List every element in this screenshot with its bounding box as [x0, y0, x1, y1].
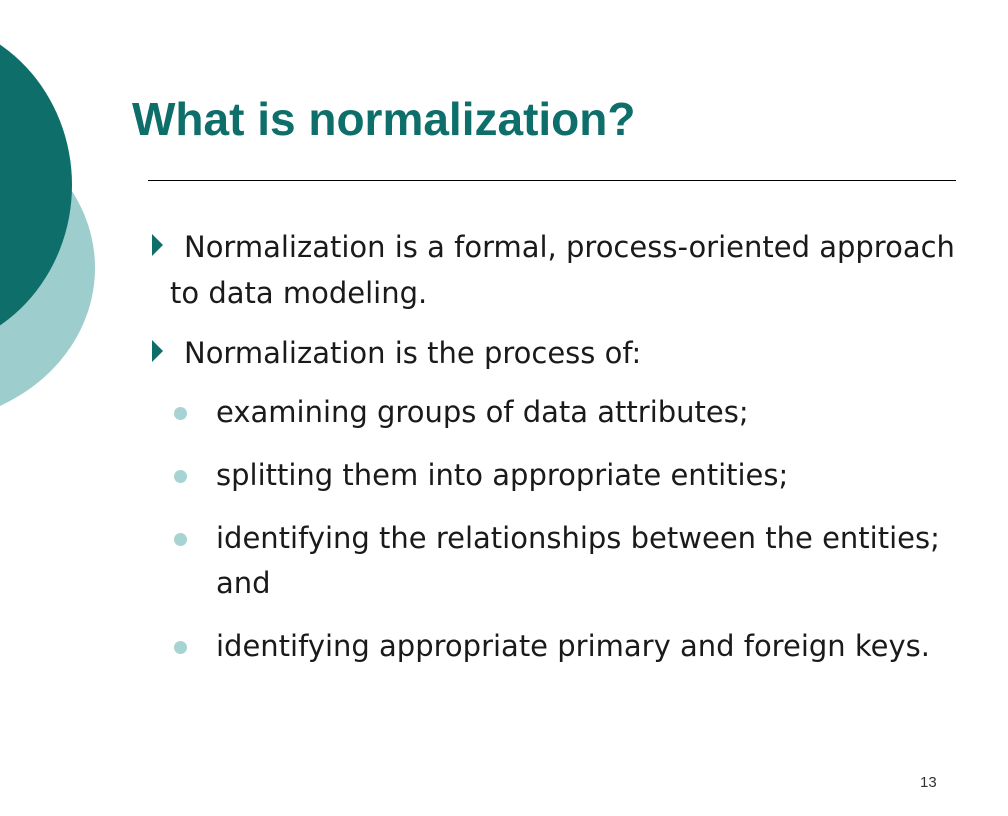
bullet-text: Normalization is a formal, process-oriented approach to data modeling. — [170, 230, 955, 310]
slide-title: What is normalization? — [132, 93, 636, 145]
bullet-item — [152, 224, 962, 316]
dot-bullet-icon — [174, 641, 187, 654]
sub-bullet-text: splitting them into appropriate entities; — [216, 458, 789, 492]
triangle-bullet-icon — [152, 234, 163, 256]
sub-bullet-item — [152, 453, 962, 498]
bullet-text: Normalization is the process of: — [184, 336, 642, 370]
sub-bullet-text: identifying the relationships between the entities; and — [216, 521, 940, 600]
dot-bullet-icon — [174, 407, 187, 420]
sub-bullet-item — [152, 390, 962, 435]
page-number: 13 — [920, 774, 937, 791]
sub-bullet-item — [152, 516, 962, 606]
sub-bullet-text: identifying appropriate primary and foreign keys. — [216, 629, 930, 663]
dot-bullet-icon — [174, 470, 187, 483]
sub-bullet-item — [152, 624, 962, 669]
triangle-bullet-icon — [152, 340, 163, 362]
dot-bullet-icon — [174, 533, 187, 546]
bullet-item — [152, 330, 962, 376]
sub-bullet-list — [152, 390, 962, 669]
sub-bullet-text: examining groups of data attributes; — [216, 395, 749, 429]
bullet-list — [152, 224, 962, 687]
decorative-circles — [0, 0, 100, 430]
title-divider — [148, 180, 956, 181]
